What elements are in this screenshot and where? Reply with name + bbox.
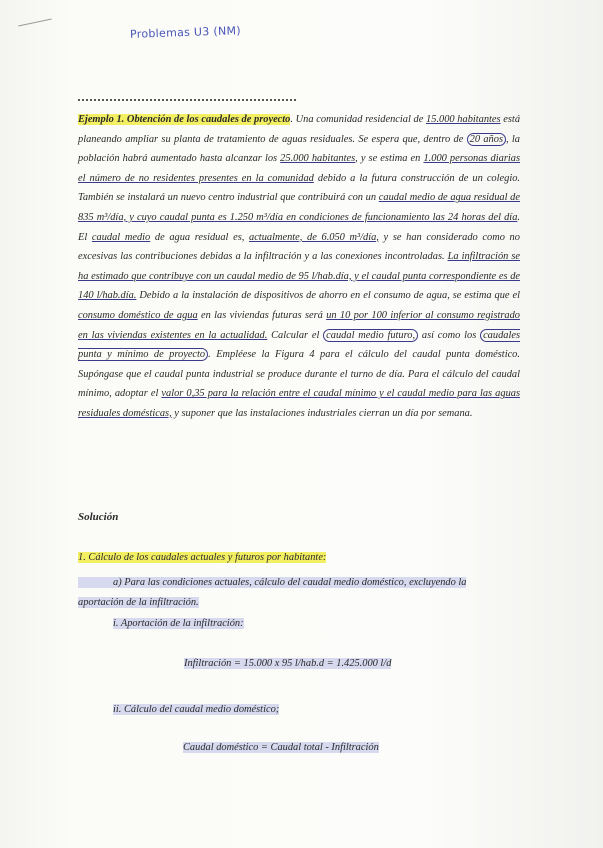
underlined-text: consumo doméstico de agua — [78, 309, 198, 321]
text-segment: Calcular el — [267, 329, 324, 341]
circled-text: caudales punta y mínimo de proyecto — [78, 329, 520, 361]
subsection-a — [78, 573, 520, 613]
text-segment: . Empléese la Figura 4 para el cálculo del caudal punta doméstico. Supóngase que el caudal punta industrial se produce durante el turno de día. Para el cálculo del caudal mínimo, adoptar el — [78, 349, 520, 400]
circled-text: 20 años — [467, 133, 506, 146]
underlined-text: actualmente, de 6.050 m³/día, — [249, 231, 379, 243]
dotted-separator — [78, 99, 296, 104]
underlined-text: La infiltración se ha estimado que contribuye con un caudal medio de 95 l/hab.día, y el caudal punta correspondiente es de 140 l/hab.día. — [78, 251, 520, 302]
text-segment: . Una comunidad residencial de — [290, 114, 427, 125]
subsection-a-line: a) Para las condiciones actuales, cálculo del caudal medio doméstico, excluyendo la — [78, 577, 466, 588]
section-1-heading: 1. Cálculo de los caudales actuales y futuros por habitante: — [78, 552, 327, 563]
circled-text: caudal medio futuro, — [323, 329, 418, 342]
item-ii-heading: ii. Cálculo del caudal medio doméstico; — [113, 704, 280, 715]
underlined-text: un 10 por 100 inferior al consumo registrado en las viviendas existentes en la actualidad. — [78, 309, 521, 341]
formula-domestic-flow: Caudal doméstico = Caudal total - Infiltración — [183, 742, 379, 753]
pen-mark — [18, 18, 51, 26]
example-title: Ejemplo 1. Obtención de los caudales de proyecto — [78, 114, 291, 125]
text-segment: en las viviendas futuras será — [197, 309, 327, 321]
underlined-text: 25.000 habitantes — [280, 153, 356, 165]
subsection-a-line: aportación de la infiltración. — [78, 597, 199, 608]
underlined-text: caudal medio de agua residual de 835 m³/día, y cuyo caudal punta es 1.250 m³/día en condiciones de funcionamiento las 24 horas del día — [78, 192, 520, 223]
text-segment: así como los — [418, 329, 481, 341]
text-segment: , y se estima en — [355, 153, 424, 165]
underlined-text: valor 0,35 para la relación entre el caudal mínimo y el caudal medio para las aguas residuales domésticas, — [78, 388, 520, 419]
solution-heading: Solución — [78, 511, 119, 523]
handwritten-note: Problemas U3 (NM) — [129, 24, 242, 41]
text-segment: y suponer que las instalaciones industriales cierran un día por semana. — [171, 407, 473, 419]
text-segment: de agua residual es, — [150, 231, 249, 243]
text-segment: y se han considerado como no excesivas las contribuciones debidas a la infiltración y a las conexiones incontroladas. — [78, 231, 520, 263]
example-paragraph — [78, 110, 520, 424]
text-segment: está planeando ampliar su planta de tratamiento de aguas residuales. Se espera que, dentro de — [78, 114, 521, 145]
item-i-heading: i. Aportación de la infiltración: — [113, 618, 244, 629]
text-segment: Debido a la instalación de dispositivos de ahorro en el consumo de agua, se estima que el — [136, 290, 520, 302]
text-segment: , la población habrá aumentado hasta alcanzar los — [78, 133, 521, 165]
underlined-text: caudal medio — [91, 231, 151, 243]
underlined-text: 15.000 habitantes — [426, 114, 501, 125]
text-segment: . El — [78, 211, 520, 243]
underlined-text: 1.000 personas diarias el número de no residentes presentes en la comunidad — [78, 153, 521, 184]
text-segment: debido a la futura construcción de un colegio. También se instalará un nuevo centro industrial que contribuirá con un — [78, 172, 520, 204]
formula-infiltration: Infiltración = 15.000 x 95 l/hab.d = 1.425.000 l/d — [184, 658, 392, 669]
